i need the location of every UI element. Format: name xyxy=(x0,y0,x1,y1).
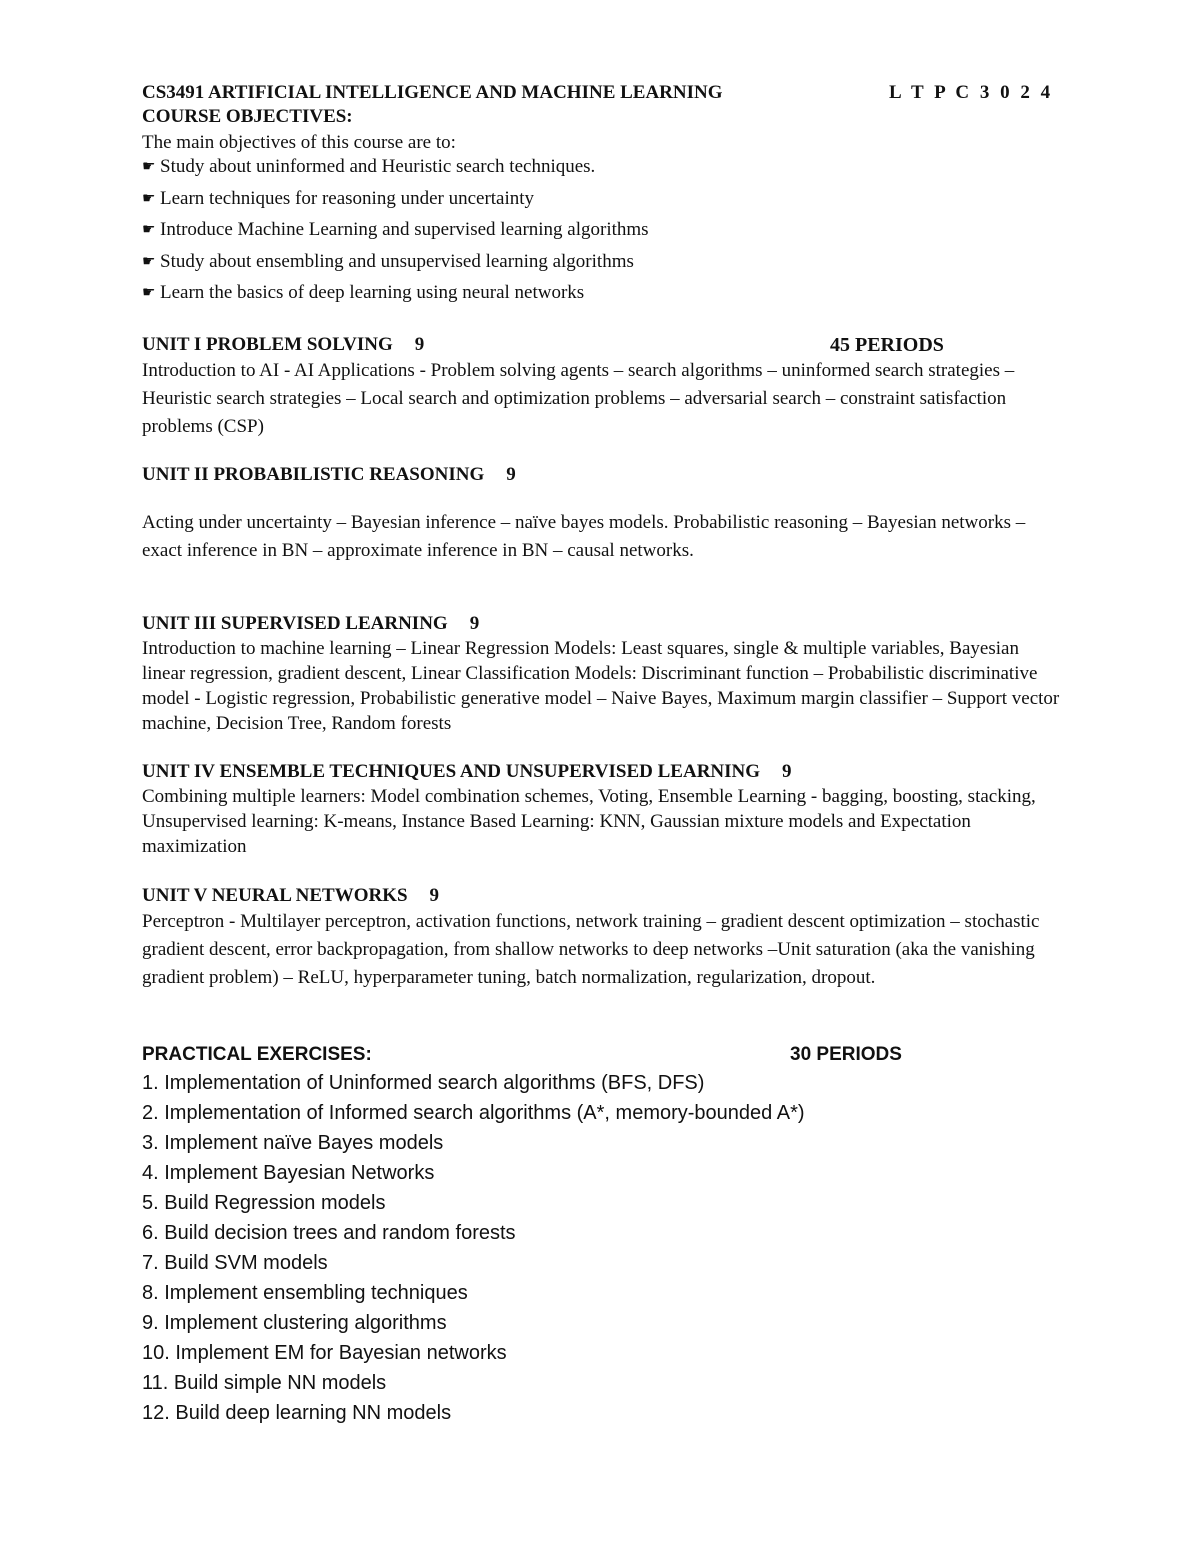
unit-hours: 9 xyxy=(414,334,425,355)
practical-item: 11. Build simple NN models xyxy=(142,1372,387,1394)
unit-heading xyxy=(142,463,1062,487)
objective-item xyxy=(142,188,649,220)
unit-heading xyxy=(142,612,1062,636)
course-objectives-list xyxy=(142,156,649,314)
unit-5 xyxy=(142,884,1062,992)
practical-item: 3. Implement naïve Bayes models xyxy=(142,1132,444,1154)
course-title-row xyxy=(142,82,1054,104)
unit-hours: 9 xyxy=(506,464,516,485)
theory-periods: 45 PERIODS xyxy=(830,334,944,356)
unit-2 xyxy=(142,463,1062,565)
objective-item xyxy=(142,219,649,251)
unit-hours: 9 xyxy=(782,761,792,782)
objective-text: Study about uninformed and Heuristic search techniques. xyxy=(160,156,596,177)
practical-exercises xyxy=(142,1042,1062,1428)
unit-4 xyxy=(142,760,1062,859)
course-objectives-intro: The main objectives of this course are to: xyxy=(142,132,456,153)
objective-text: Introduce Machine Learning and supervised learning algorithms xyxy=(160,219,649,240)
pointing-hand-icon: ☛ xyxy=(142,222,156,238)
practical-heading-row xyxy=(142,1042,1062,1068)
unit-title: UNIT V NEURAL NETWORKS xyxy=(142,885,408,906)
unit-hours: 9 xyxy=(469,613,480,634)
practical-item: 2. Implementation of Informed search algorithms (A*, memory-bounded A*) xyxy=(142,1102,805,1124)
unit-3 xyxy=(142,612,1062,736)
course-objectives-heading: COURSE OBJECTIVES: xyxy=(142,106,353,127)
objective-item xyxy=(142,251,649,283)
unit-heading xyxy=(142,760,1062,784)
practical-item: 6. Build decision trees and random forests xyxy=(142,1222,516,1244)
practical-heading: PRACTICAL EXERCISES: xyxy=(142,1044,372,1065)
objective-text: Study about ensembling and unsupervised learning algorithms xyxy=(160,250,634,272)
unit-title: UNIT II PROBABILISTIC REASONING xyxy=(142,464,485,485)
unit-heading xyxy=(142,884,1062,908)
practical-item: 9. Implement clustering algorithms xyxy=(142,1312,447,1334)
objective-item xyxy=(142,156,649,188)
practical-item: 12. Build deep learning NN models xyxy=(142,1402,452,1424)
practical-list xyxy=(142,1068,1062,1428)
unit-title: UNIT IV ENSEMBLE TECHNIQUES AND UNSUPERVISED LEARNING xyxy=(142,761,761,782)
practical-item: 10. Implement EM for Bayesian networks xyxy=(142,1342,507,1364)
pointing-hand-icon: ☛ xyxy=(142,159,156,175)
unit-body: Introduction to AI - AI Applications - Problem solving agents – search algorithms – uninformed search strategies – Heuristic search strategies – Local search and optimization problems – adversarial search – constraint satisfaction problems (CSP) xyxy=(142,360,1015,437)
practical-periods: 30 PERIODS xyxy=(790,1044,902,1065)
objective-item xyxy=(142,282,649,314)
pointing-hand-icon: ☛ xyxy=(142,285,156,301)
course-title: CS3491 ARTIFICIAL INTELLIGENCE AND MACHINE LEARNING xyxy=(142,82,723,103)
unit-body: Combining multiple learners: Model combination schemes, Voting, Ensemble Learning - bagging, boosting, stacking, Unsupervised learning: K-means, Instance Based Learning: KNN, Gaussian mixture models and Expectation maximization xyxy=(142,786,1036,857)
ltpc-credits: L T P C 3 0 2 4 xyxy=(889,82,1054,103)
unit-title: UNIT III SUPERVISED LEARNING xyxy=(142,613,448,634)
pointing-hand-icon: ☛ xyxy=(142,190,156,207)
practical-item: 5. Build Regression models xyxy=(142,1192,386,1214)
unit-body: Introduction to machine learning – Linear Regression Models: Least squares, single & multiple variables, Bayesian linear regression, gradient descent, Linear Classification Models: Discriminant function – Probabilistic discriminative model - Logistic regression, Probabilistic generative model – Naive Bayes, Maximum margin classifier – Support vector machine, Decision Tree, Random forests xyxy=(142,638,1060,734)
practical-item: 1. Implementation of Uninformed search algorithms (BFS, DFS) xyxy=(142,1072,705,1094)
unit-title: UNIT I PROBLEM SOLVING xyxy=(142,334,393,355)
practical-item: 7. Build SVM models xyxy=(142,1252,328,1274)
unit-heading xyxy=(142,333,1062,357)
practical-item: 8. Implement ensembling techniques xyxy=(142,1282,468,1304)
unit-body: Acting under uncertainty – Bayesian inference – naïve bayes models. Probabilistic reasoning – Bayesian networks – exact inference in BN – approximate inference in BN – causal networks. xyxy=(142,512,1026,561)
practical-item: 4. Implement Bayesian Networks xyxy=(142,1162,435,1184)
unit-1 xyxy=(142,333,1062,441)
unit-hours: 9 xyxy=(429,885,440,906)
pointing-hand-icon: ☛ xyxy=(142,253,156,270)
objective-text: Learn the basics of deep learning using neural networks xyxy=(160,282,585,303)
objective-text: Learn techniques for reasoning under uncertainty xyxy=(160,187,535,209)
unit-body: Perceptron - Multilayer perceptron, activation functions, network training – gradient descent optimization – stochastic gradient descent, error backpropagation, from shallow networks to deep networks –Unit saturation (aka the vanishing gradient problem) – ReLU, hyperparameter tuning, batch normalization, regularization, dropout. xyxy=(142,911,1040,988)
